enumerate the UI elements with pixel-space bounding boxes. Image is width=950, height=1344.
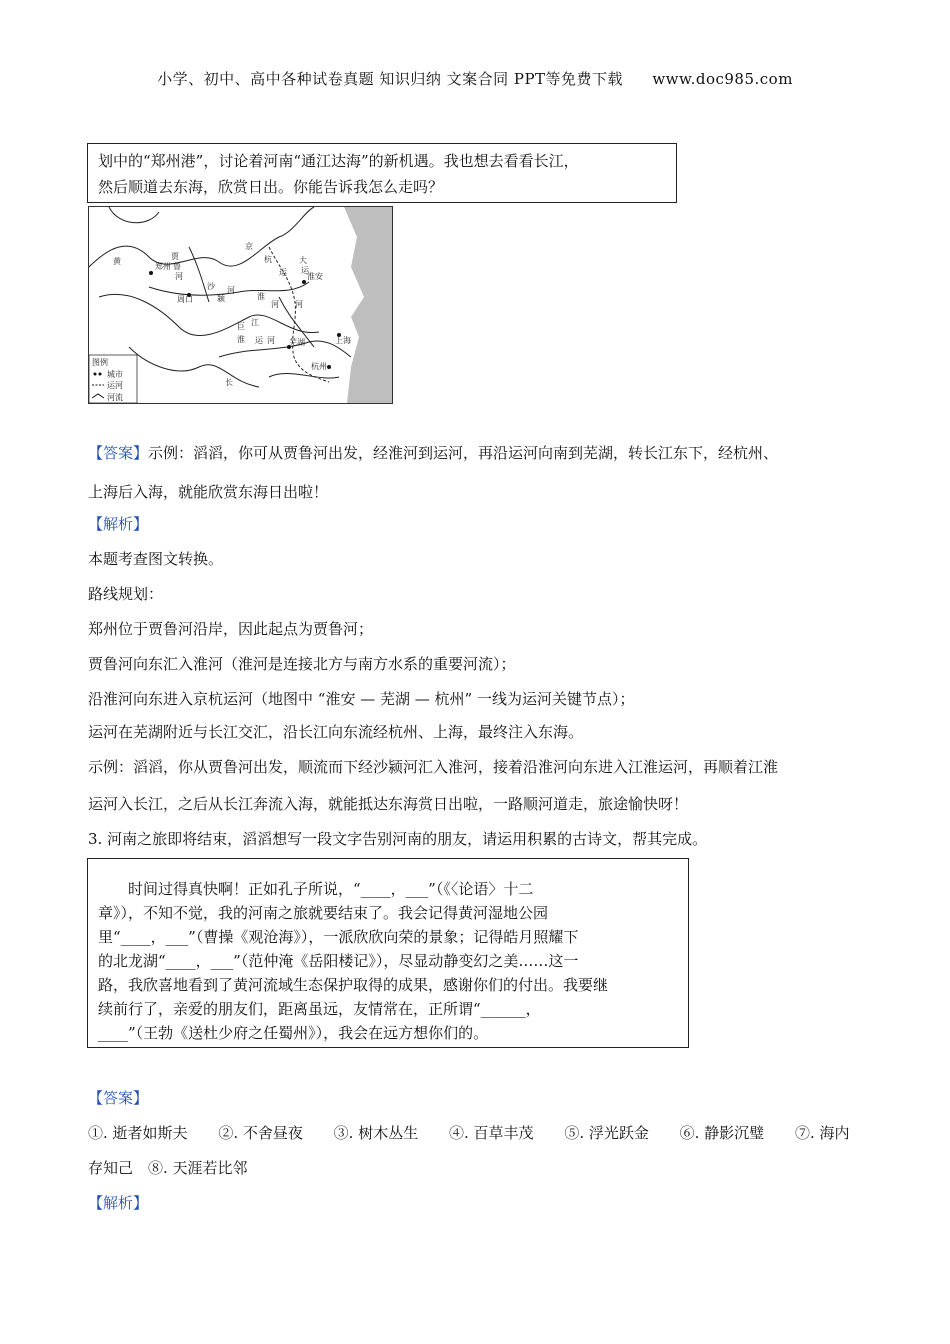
city-hangzhou [327,365,331,369]
river-mid [189,247,209,302]
map-label: 巨 [237,322,245,331]
legend-river: 河流 [107,393,123,402]
analysis-line: 示例：滔滔，你从贾鲁河出发，顺流而下经沙颍河汇入淮河，接着沿淮河向东进入江淮运河，再顺着江淮 [88,758,779,776]
box-line: 的北龙湖“____，___”（范仲淹《岳阳楼记》），尽显动静变幻之美……这一 [98,952,579,970]
map-label: 淮 [237,335,245,344]
q2-answer-line-1 [88,442,778,463]
q3-analysis-tag: 【解析】 [88,1194,149,1212]
map-label: 大 [299,256,307,265]
question-3: 3. 河南之旅即将结束，滔滔想写一段文字告别河南的朋友，请运用积累的古诗文，帮其完成。 [88,830,708,848]
answer-item: ③. 树木丛生 [333,1124,419,1142]
legend-city: 城市 [107,370,123,379]
map-label: 江 [251,318,259,327]
prompt-box [87,143,677,203]
answer-item: ⑤. 浮光跃金 [564,1124,649,1142]
map-label: 运 [279,268,287,277]
q3-answer-tag: 【答案】 [88,1089,149,1107]
map-label: 河 [175,272,183,281]
analysis-line: 贾鲁河向东汇入淮河（淮河是连接北方与南方水系的重要河流）； [88,655,516,673]
analysis-line: 运河入长江，之后从长江奔流入海，就能抵达东海赏日出啦，一路顺河道走，旅途愉快呀！ [88,795,689,813]
map-label: 黄 [113,257,121,266]
box-line: ____”（王勃《送杜少府之任蜀州》），我会在远方想你们的。 [98,1024,489,1042]
analysis-line: 运河在芜湖附近与长江交汇，沿长江向东流经杭州、上海，最终注入东海。 [88,723,584,741]
river-map-svg [89,207,392,403]
map-label: 郑州 [155,262,171,271]
yellow-river [89,207,314,267]
map-label: 河 [271,300,279,309]
prompt-line-2: 然后顺道去东海，欣赏日出。你能告诉我怎么走吗？ [98,178,444,196]
sea-area [344,207,392,403]
map-label: 杭州 [311,362,327,371]
river-map [88,206,393,404]
analysis-line: 沿淮河向东进入京杭运河（地图中 “淮安 — 芜湖 — 杭州” 一线为运河关键节点）； [88,690,635,708]
prompt-line-1: 划中的“郑州港”，讨论着河南“通江达海”的新机遇。我也想去看看长江， [98,152,579,170]
city-huaian [302,280,306,284]
map-label: 芜湖 [289,338,305,347]
header-text: 小学、初中、高中各种试卷真题 知识归纳 文案合同 PPT等免费下载 [157,70,624,88]
answer-item: ⑥. 静影沉璧 [679,1124,765,1142]
map-label: 鲁 [173,262,181,271]
q3-answer-line-2: 存知己 ⑧. 天涯若比邻 [88,1159,248,1177]
map-label: 河 [295,300,303,309]
answer-item: ④. 百草丰茂 [448,1124,534,1142]
boundary-4 [269,373,339,378]
map-label: 沙 [207,282,215,291]
map-label: 周口 [177,295,193,304]
analysis-line: 本题考查图文转换。 [88,550,224,568]
analysis-line: 路线规划： [88,585,164,603]
map-label: 淮 [257,292,265,301]
q2-answer-line-2: 上海后入海，就能欣赏东海日出啦！ [88,483,329,501]
boundary-3 [129,347,259,387]
map-legend [89,355,137,403]
box-line: 续前行了，亲爱的朋友们，距离虽远，友情常在，正所谓“______， [98,1000,541,1018]
box-line: 时间过得真快啊！正如孔子所说，“____，___”（《〈论语〉十二 [98,880,534,898]
map-label: 上海 [335,336,351,345]
answer-item: ⑦. 海内 [794,1124,850,1142]
q3-answer-items [88,1122,876,1143]
map-label: 运 [255,336,263,345]
header-site: www.doc985.com [652,70,793,88]
page-header [0,68,950,89]
box-line: 里“____，___”（曹操《观沧海》），一派欣欣向荣的景象；记得皓月照耀下 [98,928,579,946]
analysis-tag: 【解析】 [88,515,149,533]
map-label: 杭 [264,255,272,264]
map-label: 长 [225,378,233,387]
answer-item: ①. 逝者如斯夫 [88,1124,188,1142]
fill-in-box [87,858,689,1048]
map-label: 运 [301,266,309,275]
answer-tag: 【答案】 [88,444,149,462]
answer-item: ②. 不舍昼夜 [218,1124,303,1142]
legend-canal: 运河 [107,381,123,390]
boundary-1 [109,207,159,223]
box-line: 章》），不知不觉，我的河南之旅就要结束了。我会记得黄河湿地公园 [98,904,549,922]
map-label: 河 [267,336,275,345]
answer-text: 示例：滔滔，你可从贾鲁河出发，经淮河到运河，再沿运河向南到芜湖，转长江东下，经杭州、 [148,444,779,462]
map-label: 贾 [171,252,179,261]
map-label: 淮安 [307,272,323,281]
city-zhengzhou [149,271,153,275]
map-label: 颍 [217,294,225,303]
legend-title: 图例 [92,358,108,367]
analysis-line: 郑州位于贾鲁河沿岸，因此起点为贾鲁河； [88,620,374,638]
map-label: 河 [227,286,235,295]
map-label: 京 [245,242,253,251]
box-line: 路，我欣喜地看到了黄河流域生态保护取得的成果，感谢你们的付出。我要继 [98,976,609,994]
